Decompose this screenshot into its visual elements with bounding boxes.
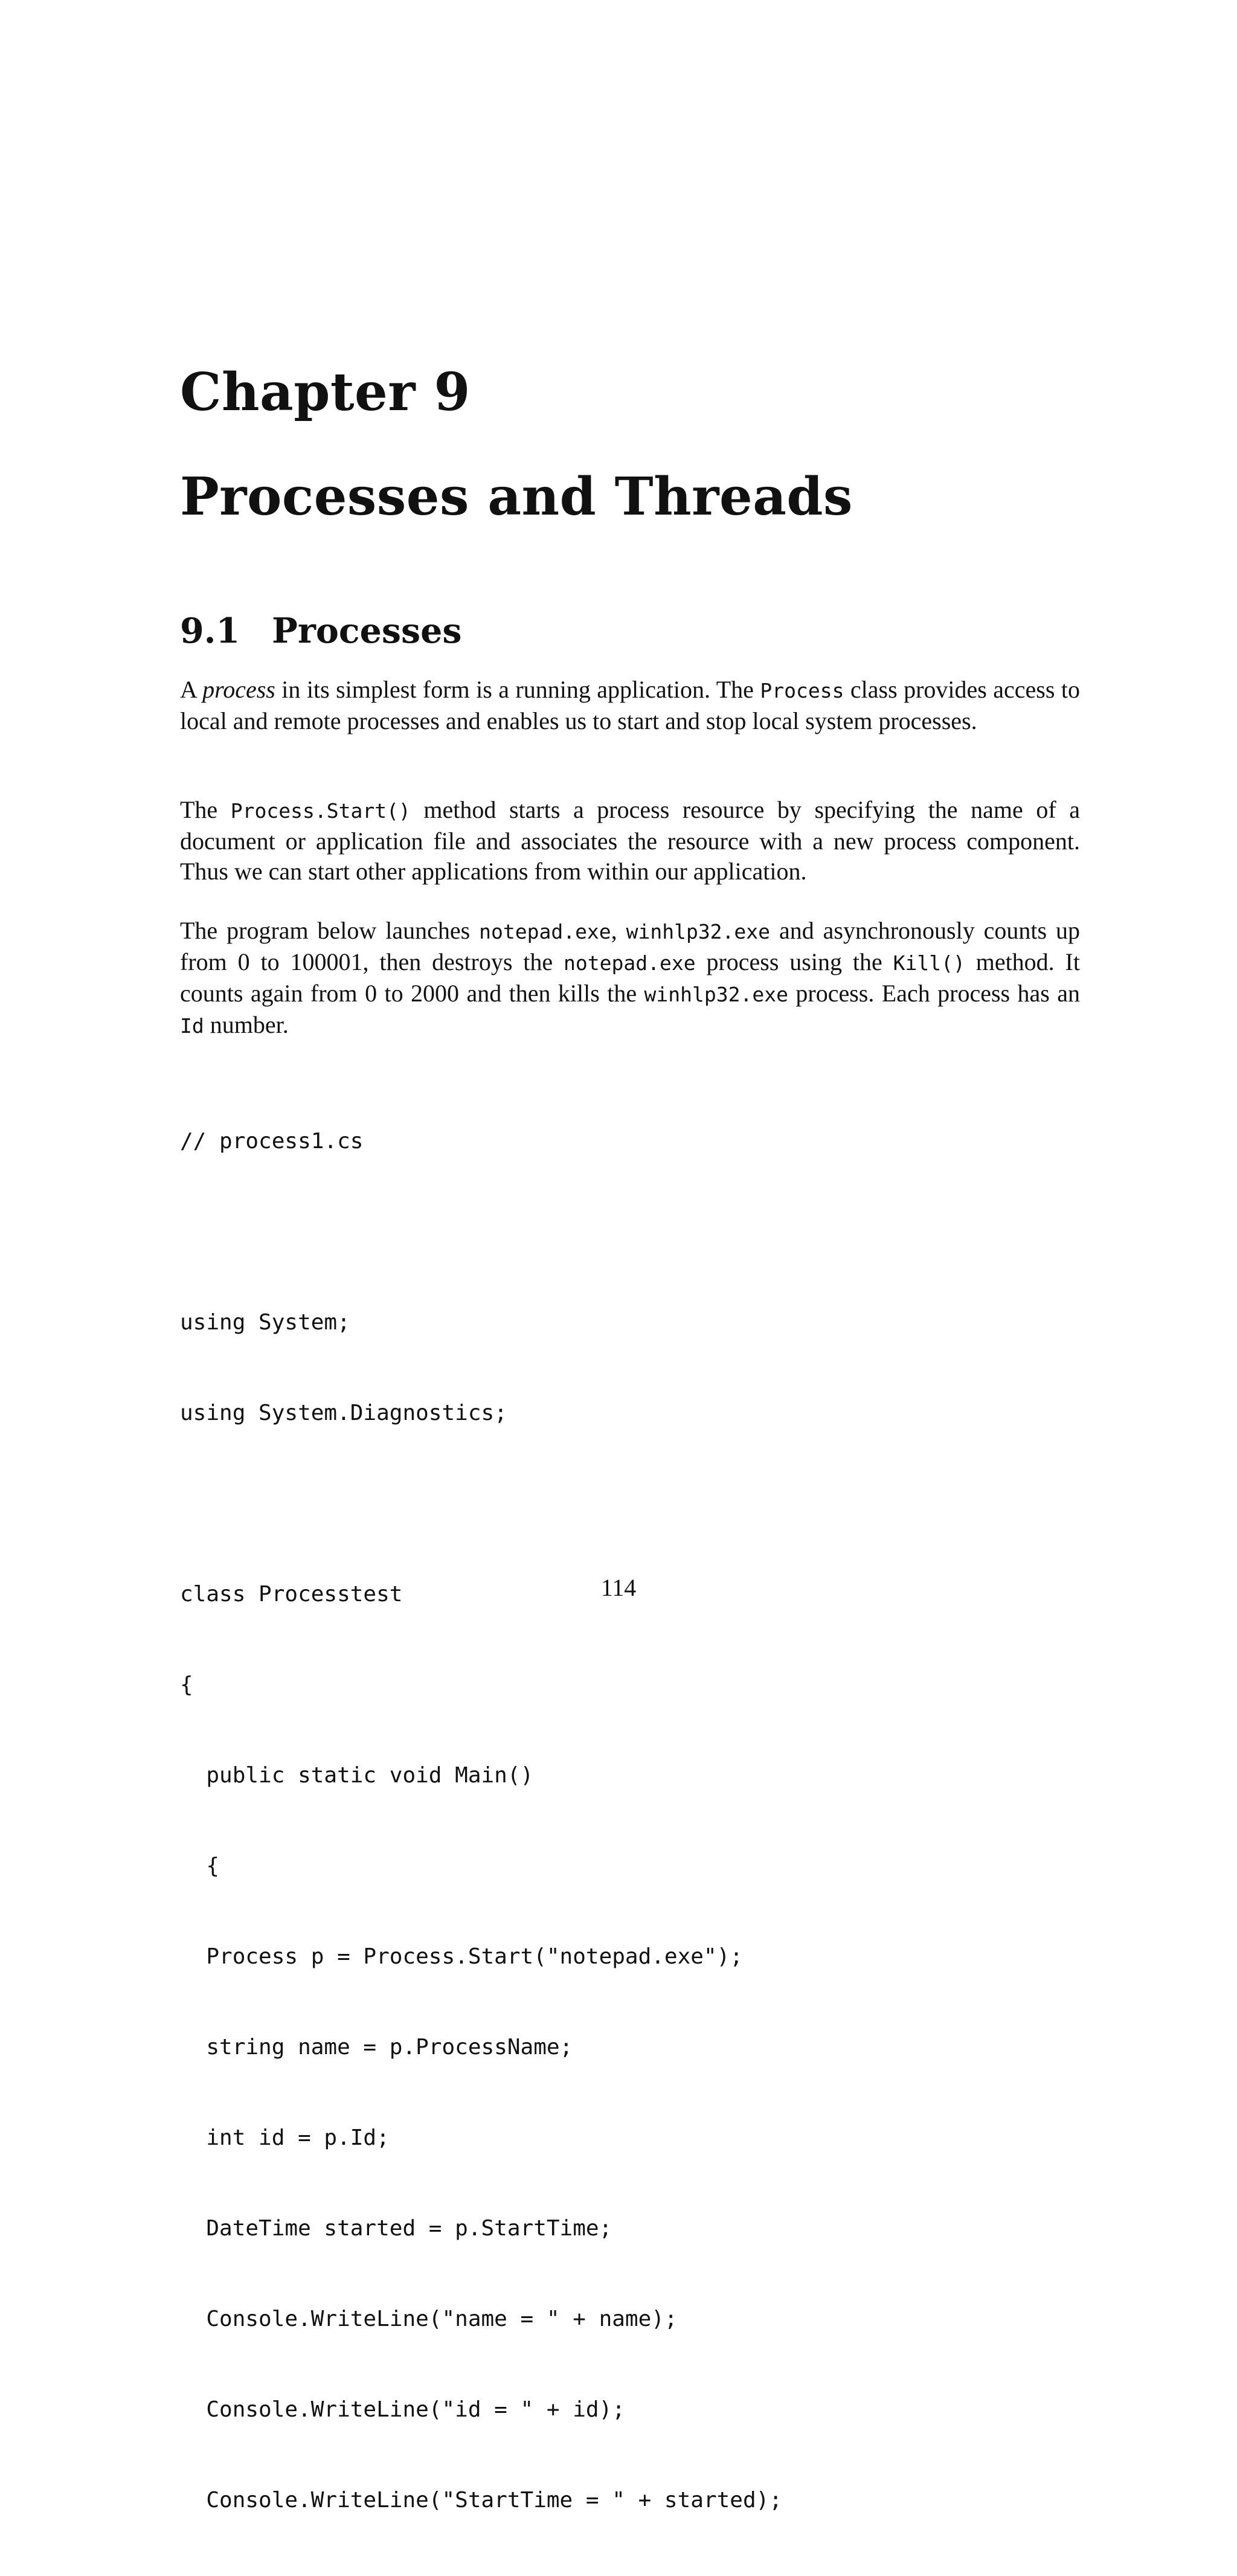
paragraph-program-description (180, 916, 1080, 1041)
code-line: Console.WriteLine("name = " + name); (180, 2307, 678, 2331)
page-number: 114 (600, 1574, 637, 1601)
inline-code: Process (760, 679, 844, 702)
chapter-label: Chapter 9 (180, 362, 471, 423)
code-line: class Processtest (180, 1582, 403, 1607)
code-line: public static void Main() (180, 1763, 534, 1788)
text-run: method starts a process resource by specifying the name of a document or application file and associates the resource with a new process component. Thus we can start other applications from within our application. (180, 796, 1081, 885)
inline-code: winhlp32.exe (644, 983, 788, 1006)
emphasis-term: process (202, 676, 275, 703)
code-line (180, 1217, 1080, 1247)
inline-code: winhlp32.exe (626, 920, 771, 943)
code-line: using System; (180, 1310, 350, 1335)
code-line: DateTime started = p.StartTime; (180, 2216, 612, 2241)
code-line: string name = p.ProcessName; (180, 2035, 573, 2060)
section-title: Processes (272, 611, 462, 651)
code-listing (180, 1066, 1080, 2576)
text-run: process. Each process has an (788, 980, 1080, 1007)
inline-code: notepad.exe (479, 920, 611, 943)
section-heading (180, 607, 461, 655)
text-run: A (180, 676, 203, 703)
code-line: int id = p.Id; (180, 2125, 390, 2150)
code-line: { (180, 1672, 193, 1697)
code-line: Console.WriteLine("StartTime = " + started); (180, 2488, 782, 2513)
code-line (180, 1489, 1080, 1519)
text-run: number. (204, 1011, 289, 1038)
text-run: The (180, 796, 231, 823)
chapter-title: Processes and Threads (180, 466, 853, 527)
paragraph-process-start (180, 795, 1080, 887)
text-run: and asynchronously counts up from 0 to 100001, then destroys the (180, 917, 1081, 975)
text-run: The program below launches (180, 917, 480, 944)
text-run: method. It counts again from 0 to 2000 and then kills the (180, 948, 1080, 1007)
code-line: Console.WriteLine("id = " + id); (180, 2397, 625, 2422)
text-run: class provides access to local and remote processes and enables us to start and stop local system processes. (180, 676, 1080, 734)
code-line: { (180, 1854, 220, 1878)
text-run: process using the (695, 948, 893, 975)
paragraph-process-intro (180, 675, 1080, 736)
section-number: 9.1 (180, 611, 240, 651)
inline-code: Kill() (893, 951, 965, 975)
inline-code: notepad.exe (564, 951, 696, 975)
text-run: , (611, 917, 626, 944)
text-run: in its simplest form is a running application. The (275, 676, 760, 703)
code-line: // process1.cs (180, 1129, 364, 1154)
code-line: Process p = Process.Start("notepad.exe"); (180, 1944, 743, 1969)
inline-code: Id (180, 1014, 204, 1038)
code-line: using System.Diagnostics; (180, 1401, 507, 1425)
inline-code: Process.Start() (230, 799, 411, 823)
